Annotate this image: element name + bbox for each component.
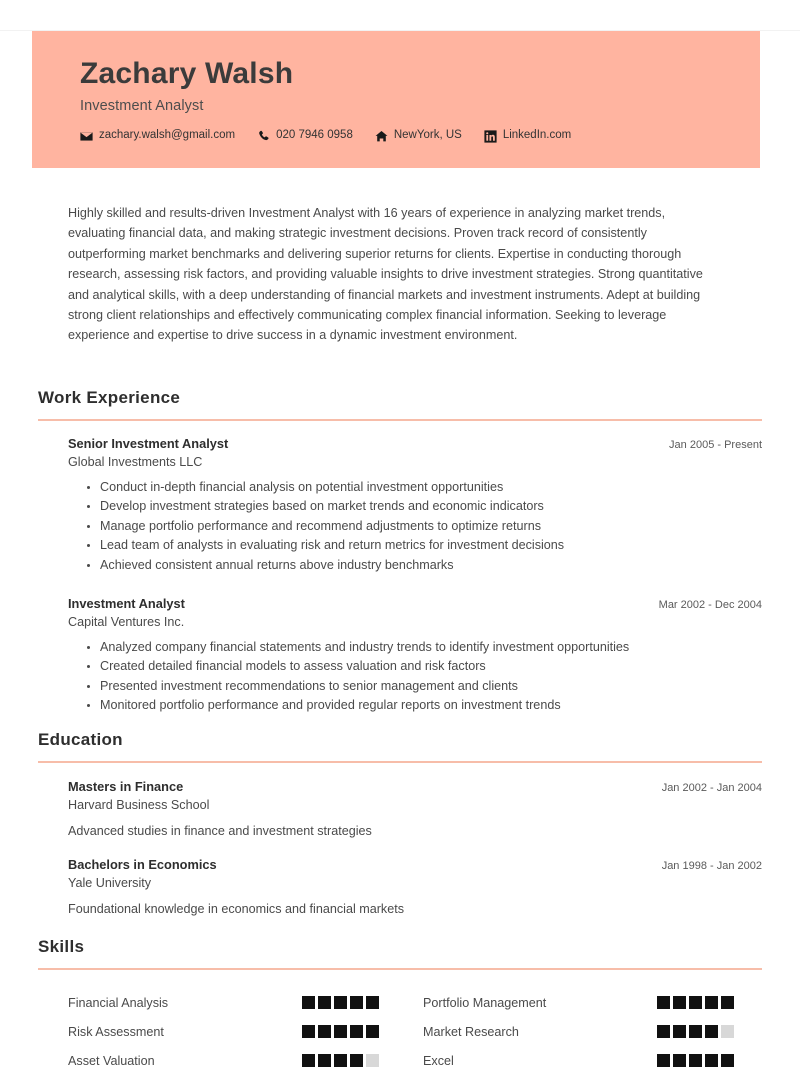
home-icon (375, 130, 388, 143)
skill-square-filled (673, 996, 686, 1009)
education-degree: Masters in Finance (68, 779, 184, 794)
work-experience-section (38, 388, 762, 716)
skill-square-filled (302, 996, 315, 1009)
skill-square-filled (302, 1054, 315, 1067)
work-entry (38, 596, 762, 716)
skill-name: Asset Valuation (68, 1053, 155, 1068)
skill-square-filled (302, 1025, 315, 1038)
contact-location-text: NewYork, US (393, 129, 462, 142)
education-section (38, 730, 762, 916)
work-entry-head (38, 596, 762, 611)
skill-square-filled (366, 996, 379, 1009)
skill-square-filled (350, 1054, 363, 1067)
work-bullets (38, 478, 762, 575)
skill-square-filled (721, 996, 734, 1009)
work-entry (38, 436, 762, 575)
education-divider (38, 761, 762, 763)
skill-item (393, 1046, 748, 1075)
education-entry (38, 857, 762, 916)
skills-divider (38, 968, 762, 970)
skill-square-filled (366, 1025, 379, 1038)
skill-square-filled (705, 1054, 718, 1067)
skill-square-filled (318, 1025, 331, 1038)
work-experience-divider (38, 419, 762, 421)
envelope-icon (80, 130, 93, 143)
education-school: Harvard Business School (68, 798, 210, 812)
skill-rating (657, 1054, 734, 1067)
education-description: Advanced studies in finance and investment strategies (68, 824, 372, 838)
contact-email-text: zachary.walsh@gmail.com (99, 129, 236, 142)
skill-square-filled (318, 1054, 331, 1067)
skill-rating (657, 1025, 734, 1038)
skill-square-filled (657, 996, 670, 1009)
professional-summary: Highly skilled and results-driven Investment Analyst with 16 years of experience in analyzing market trends, evaluating financial data, and making strategic investment decisions. Proven track record of consistently outperforming market benchmarks and delivering superior returns for clients. Expertise in conducting thorough research, assessing risk factors, and providing valuable insights to drive investment strategies. Strong quantitative and analytical skills, with a deep understanding of financial markets and investment instruments. Adept at building strong client relationships and effectively communicating complex financial information. Seeking to leverage experience and expertise to drive success in a dynamic investment environment. (68, 206, 703, 343)
skill-square-empty (366, 1054, 379, 1067)
education-entry-head (38, 857, 762, 872)
work-bullet: Manage portfolio performance and recommend adjustments to optimize returns (100, 517, 762, 536)
education-date: Jan 1998 - Jan 2002 (661, 860, 762, 872)
work-bullet: Lead team of analysts in evaluating risk and return metrics for investment decisions (100, 536, 762, 555)
contact-email[interactable] (80, 130, 235, 143)
work-bullet: Conduct in-depth financial analysis on potential investment opportunities (100, 478, 762, 497)
work-position: Senior Investment Analyst (68, 436, 229, 451)
skill-square-filled (673, 1025, 686, 1038)
skill-name: Excel (423, 1053, 454, 1068)
education-date: Jan 2002 - Jan 2004 (661, 782, 762, 794)
candidate-role: Investment Analyst (80, 97, 204, 114)
linkedin-icon (484, 130, 497, 143)
work-bullets (38, 638, 762, 716)
education-school: Yale University (68, 876, 152, 890)
education-entry (38, 779, 762, 838)
work-entry-head (38, 436, 762, 451)
skill-square-filled (705, 996, 718, 1009)
work-company: Global Investments LLC (68, 455, 203, 469)
work-bullet: Analyzed company financial statements and industry trends to identify investment opportunities (100, 638, 762, 657)
skill-rating (657, 996, 734, 1009)
contact-linkedin-text: LinkedIn.com (502, 129, 572, 142)
skill-square-filled (318, 996, 331, 1009)
skill-square-filled (334, 996, 347, 1009)
work-date: Mar 2002 - Dec 2004 (658, 598, 762, 611)
skill-rating (302, 1054, 379, 1067)
skill-name: Market Research (423, 1024, 519, 1039)
education-degree: Bachelors in Economics (68, 857, 217, 872)
work-bullet: Achieved consistent annual returns above industry benchmarks (100, 556, 762, 575)
phone-icon (257, 130, 270, 143)
skill-square-empty (721, 1025, 734, 1038)
skill-square-filled (334, 1054, 347, 1067)
skill-square-filled (721, 1054, 734, 1067)
skill-item (38, 1046, 393, 1075)
work-bullet: Presented investment recommendations to senior management and clients (100, 677, 762, 696)
education-description: Foundational knowledge in economics and financial markets (68, 902, 405, 916)
skill-square-filled (689, 996, 702, 1009)
skill-name: Financial Analysis (68, 995, 169, 1010)
resume-header (32, 31, 760, 168)
work-bullet: Monitored portfolio performance and provided regular reports on investment trends (100, 696, 762, 715)
skill-square-filled (689, 1025, 702, 1038)
work-position: Investment Analyst (68, 595, 185, 611)
skill-square-filled (350, 996, 363, 1009)
education-title: Education (38, 730, 123, 749)
education-entry-head (38, 779, 762, 794)
candidate-name: Zachary Walsh (80, 57, 294, 90)
skill-name: Risk Assessment (68, 1024, 164, 1039)
contact-row (80, 130, 760, 143)
contact-phone[interactable] (257, 130, 353, 143)
skill-rating (302, 996, 379, 1009)
skill-square-filled (657, 1025, 670, 1038)
contact-location[interactable] (375, 130, 462, 143)
skill-item (393, 1017, 748, 1046)
skill-square-filled (350, 1025, 363, 1038)
skill-item (38, 1017, 393, 1046)
skill-square-filled (673, 1054, 686, 1067)
contact-linkedin[interactable] (484, 130, 571, 143)
skill-item (393, 988, 748, 1017)
work-bullet: Created detailed financial models to assess valuation and risk factors (100, 657, 762, 676)
work-company: Capital Ventures Inc. (68, 614, 185, 629)
skill-rating (302, 1025, 379, 1038)
skills-title: Skills (38, 937, 85, 956)
skill-square-filled (705, 1025, 718, 1038)
skill-name: Portfolio Management (423, 995, 547, 1010)
skill-square-filled (689, 1054, 702, 1067)
contact-phone-text: 020 7946 0958 (276, 129, 353, 142)
work-bullet: Develop investment strategies based on market trends and economic indicators (100, 497, 762, 516)
skills-grid (38, 988, 762, 1075)
work-date: Jan 2005 - Present (669, 439, 762, 451)
skill-square-filled (334, 1025, 347, 1038)
skill-square-filled (657, 1054, 670, 1067)
work-experience-title: Work Experience (38, 388, 181, 407)
skills-section (38, 937, 762, 1075)
skill-item (38, 988, 393, 1017)
